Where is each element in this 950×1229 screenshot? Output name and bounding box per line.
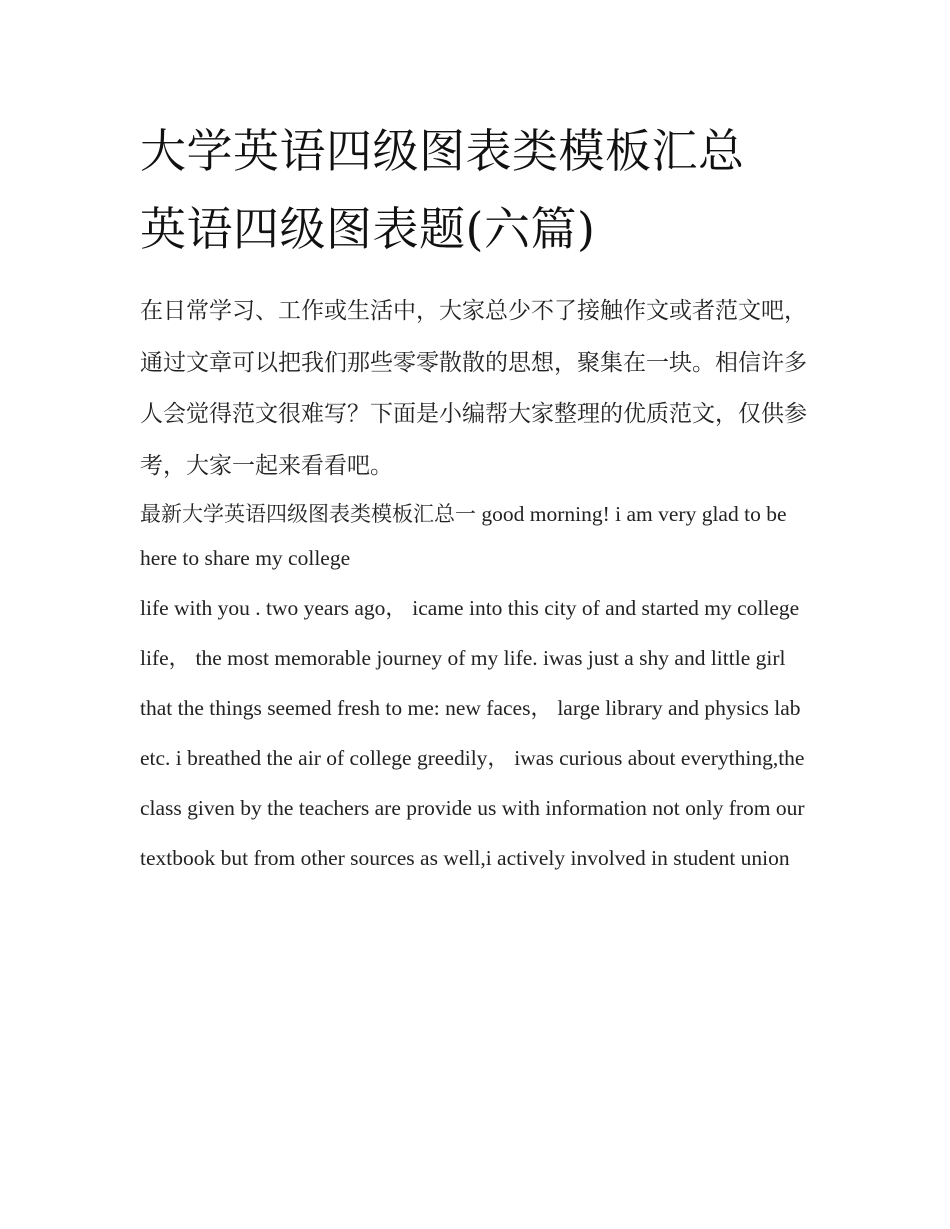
body-paragraph-7: textbook but from other sources as well,i actively involved in student union — [140, 846, 790, 870]
body-paragraph-1 — [140, 492, 820, 580]
body-paragraph-5: etc. i breathed the air of college greedily， iwas curious about everything,the — [140, 746, 805, 770]
body-paragraph-6: class given by the teachers are provide us with information not only from our — [140, 796, 805, 820]
body-paragraph-3: life， the most memorable journey of my life. iwas just a shy and little girl — [140, 646, 786, 670]
document-title-line-2: 英语四级图表题(六篇) — [140, 202, 596, 256]
section-heading: 最新大学英语四级图表类模板汇总一 — [140, 502, 476, 526]
document-page — [140, 112, 820, 880]
body-text-1: good morning! i am very glad to be here to share my college — [140, 502, 787, 570]
document-title-line-1: 大学英语四级图表类模板汇总 — [140, 124, 745, 178]
body-paragraph-2: life with you . two years ago， icame into this city of and started my college — [140, 596, 800, 620]
intro-paragraph: 在日常学习、工作或生活中，大家总少不了接触作文或者范文吧，通过文章可以把我们那些零零散散的思想，聚集在一块。相信许多人会觉得范文很难写？下面是小编帮大家整理的优质范文，仅供参考，大家一起来看看吧。 — [140, 298, 807, 479]
body-paragraph-4: that the things seemed fresh to me: new faces， large library and physics lab — [140, 696, 801, 720]
